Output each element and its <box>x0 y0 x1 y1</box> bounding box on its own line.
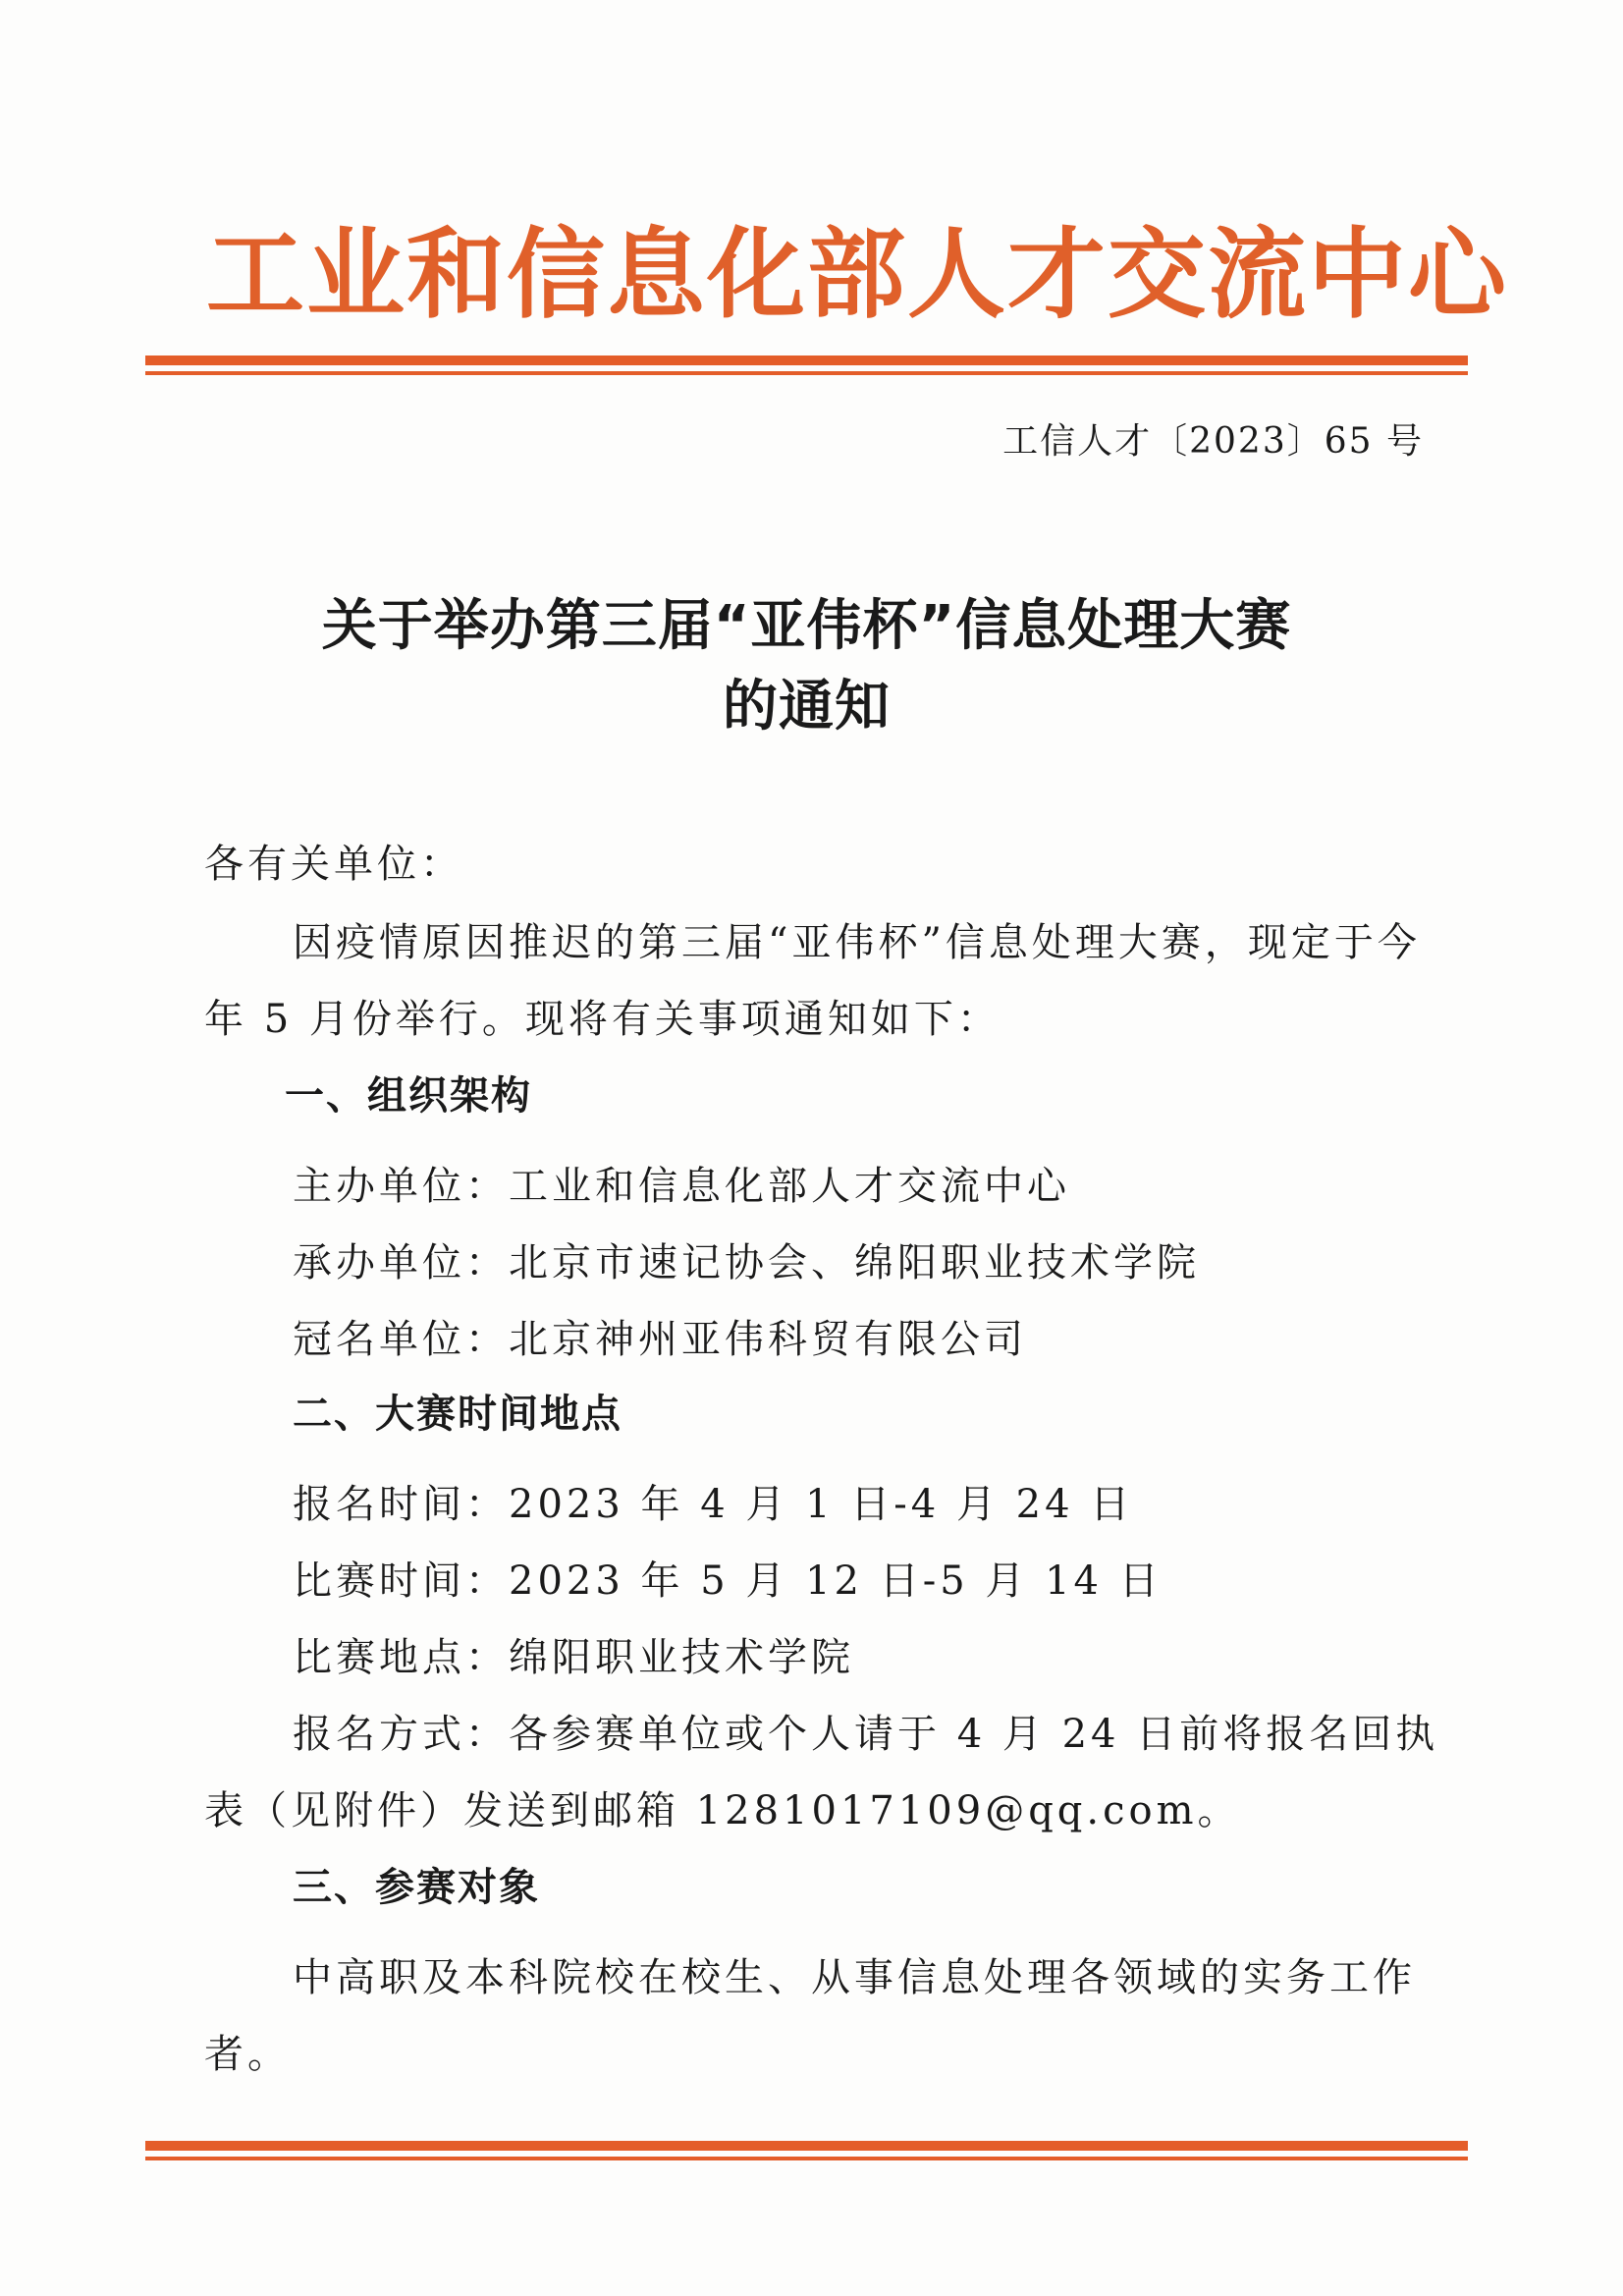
registration-method-line-2: 表（见附件）发送到邮箱 1281017109@qq.com。 <box>204 1788 1241 1833</box>
footer-divider-thin <box>145 2157 1468 2160</box>
section-heading-time-venue: 二、大赛时间地点 <box>293 1392 622 1437</box>
header-divider-thick <box>145 355 1468 365</box>
registration-time: 报名时间：2023 年 4 月 1 日-4 月 24 日 <box>293 1482 1134 1527</box>
participants-line-2: 者。 <box>204 2032 291 2077</box>
document-title-line-2: 的通知 <box>723 675 891 738</box>
competition-venue: 比赛地点：绵阳职业技术学院 <box>293 1635 854 1680</box>
competition-time: 比赛时间：2023 年 5 月 12 日-5 月 14 日 <box>293 1558 1163 1604</box>
document-title-line-1: 关于举办第三届“亚伟杯”信息处理大赛 <box>321 594 1292 658</box>
registration-method-line-1: 报名方式：各参赛单位或个人请于 4 月 24 日前将报名回执 <box>293 1712 1439 1757</box>
organizer-unit: 承办单位：北京市速记协会、绵阳职业技术学院 <box>293 1240 1200 1285</box>
intro-line-1: 因疫情原因推迟的第三届“亚伟杯”信息处理大赛，现定于今 <box>293 920 1421 965</box>
section-heading-organization: 一、组织架构 <box>285 1073 532 1119</box>
section-heading-participants: 三、参赛对象 <box>293 1865 540 1910</box>
participants-line-1: 中高职及本科院校在校生、从事信息处理各领域的实务工作 <box>293 1955 1416 2000</box>
footer-divider-thick <box>145 2141 1468 2151</box>
document-number: 工信人才〔2023〕65 号 <box>1002 421 1424 462</box>
header-divider-thin <box>145 371 1468 375</box>
organization-header: 工业和信息化部人才交流中心 <box>206 217 1508 332</box>
salutation: 各有关单位： <box>204 842 463 887</box>
title-sponsor-unit: 冠名单位：北京神州亚伟科贸有限公司 <box>293 1317 1027 1362</box>
host-unit: 主办单位：工业和信息化部人才交流中心 <box>293 1164 1070 1209</box>
footer-divider <box>145 2141 1468 2160</box>
header-divider <box>145 355 1468 375</box>
intro-line-2: 年 5 月份举行。现将有关事项通知如下： <box>204 997 1001 1042</box>
